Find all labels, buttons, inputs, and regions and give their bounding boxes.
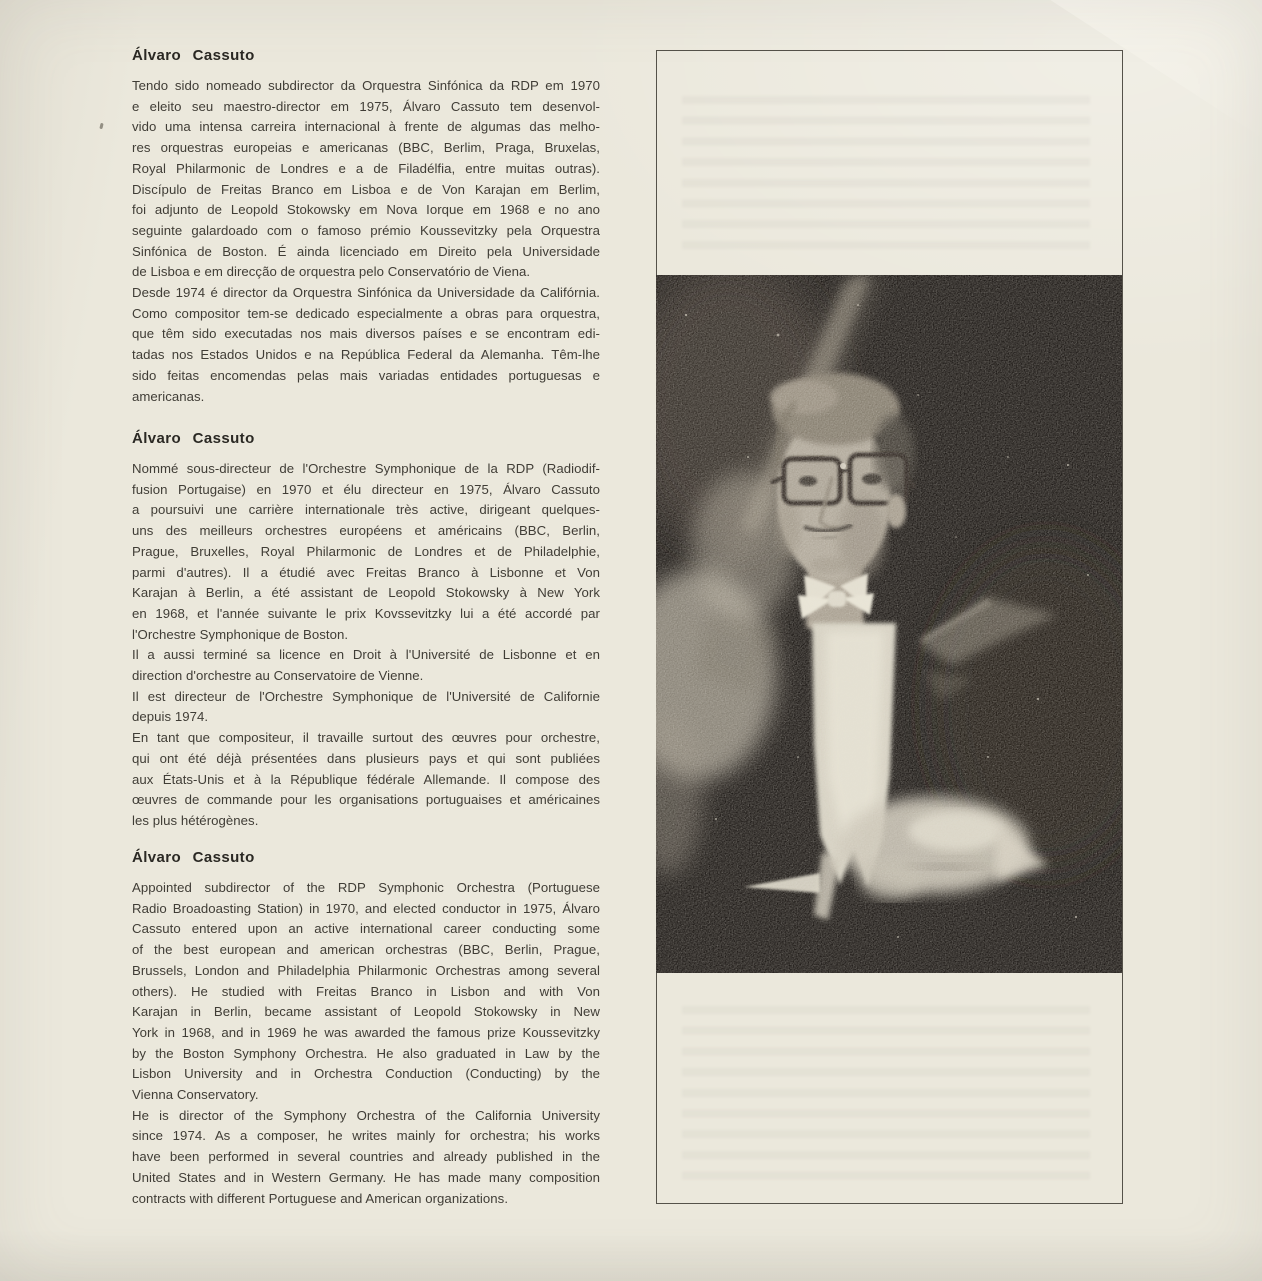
bio-section-french: [132, 429, 600, 832]
text-line: United States and in Western Germany. He has made many composition: [132, 1169, 600, 1185]
text-line: tadas nos Estados Unidos e na República Federal da Alemanha. Têm-lhe: [132, 347, 600, 363]
section-heading-english: Álvaro Cassuto: [132, 849, 255, 866]
text-line: Il a aussi terminé sa licence en Droit à l'Université de Lisbonne et en: [132, 647, 600, 663]
text-line: Karajan in Berlin, became assistant of Leopold Stokowsky in New: [132, 1004, 600, 1020]
section-body-portuguese: [132, 76, 600, 407]
text-line: depuis 1974.: [132, 709, 209, 725]
text-line: foi adjunto de Leopold Stokowsky em Nova Iorque em 1968 e no ano: [132, 202, 600, 218]
text-line: York in 1968, and in 1969 he was awarded the famous prize Koussevitzky: [132, 1024, 600, 1040]
text-line: Appointed subdirector of the RDP Symphonic Orchestra (Portuguese: [132, 880, 600, 895]
conductor-photo-art: [656, 275, 1122, 973]
text-line: by the Boston Symphony Orchestra. He also graduated in Law by the: [132, 1045, 600, 1061]
text-line: direction d'orchestre au Conservatoire de Vienne.: [132, 668, 424, 684]
text-line: Il est directeur de l'Orchestre Symphonique de l'Université de Californie: [132, 688, 600, 704]
text-line: sido feitas encomendas pelas mais variadas entidades portuguesas e: [132, 367, 600, 383]
text-line: contracts with different Portuguese and American organizations.: [132, 1190, 509, 1206]
text-line: res orquestras europeias e americanas (BBC, Berlim, Praga, Bruxelas,: [132, 140, 600, 156]
section-heading-french: Álvaro Cassuto: [132, 430, 255, 447]
text-line: uns des meilleurs orchestres européens et américains (BBC, Berlin,: [132, 523, 600, 539]
text-line: qui ont été déjà présentées dans plusieurs pays et qui sont publiées: [132, 750, 600, 766]
text-line: l'Orchestre Symphonique de Boston.: [132, 626, 349, 642]
text-line: seguinte galardoado com o famoso prémio Koussevitzky pela Orquestra: [132, 222, 600, 238]
text-line: Vienna Conservatory.: [132, 1087, 259, 1103]
text-line: parmi d'autres). Il a étudié avec Freitas Branco à Lisbonne et Von: [132, 564, 600, 580]
text-line: Karajan à Berlin, a été assistant de Leopold Stokowsky à New York: [132, 585, 600, 601]
conductor-photo: [656, 275, 1122, 973]
text-line: e eleito seu maestro-director em 1975, Álvaro Cassuto tem desenvol-: [132, 98, 600, 114]
text-line: En tant que compositeur, il travaille surtout des œuvres pour orchestre,: [132, 730, 600, 746]
section-heading-portuguese: Álvaro Cassuto: [132, 47, 255, 64]
text-line: œuvres de commande pour les organisations portuguaises et américaines: [132, 792, 600, 808]
text-line: vido uma intensa carreira internacional à frente de algumas das melho-: [132, 119, 600, 135]
text-line: que têm sido executadas nos mais diversos países e se encontram edi-: [132, 326, 600, 342]
text-line: Prague, Bruxelles, Royal Philarmonic de Londres et de Philadelphie,: [132, 543, 600, 559]
text-line: Sinfónica de Boston. É ainda licenciado em Direito pela Universidade: [132, 243, 600, 259]
text-line: Como compositor tem-se dedicado especialmente a obras para orquestra,: [132, 305, 600, 321]
text-line: a poursuivi une carrière internationale très active, dirigeant quelques-: [132, 502, 600, 518]
text-line: of the best european and american orchestras (BBC, Berlin, Prague,: [132, 942, 600, 958]
bio-section-portuguese: [132, 46, 600, 407]
text-line: Brussels, London and Philadelphia Philarmonic Orchestras among several: [132, 962, 600, 978]
bio-section-english: [132, 848, 600, 1209]
text-line: Desde 1974 é director da Orquestra Sinfónica da Universidade da Califórnia.: [132, 285, 600, 301]
text-line: Discípulo de Freitas Branco em Lisboa e de Von Karajan em Berlim,: [132, 181, 600, 197]
text-line: Tendo sido nomeado subdirector da Orquestra Sinfónica da RDP em 1970: [132, 78, 600, 93]
text-line: others). He studied with Freitas Branco in Lisbon and with Von: [132, 983, 600, 999]
section-body-english: [132, 878, 600, 1209]
section-body-french: [132, 459, 600, 832]
text-line: aux États-Unis et à la République fédérale Allemande. Il compose des: [132, 771, 600, 787]
text-line: since 1974. As a composer, he writes mainly for orchestra; his works: [132, 1128, 600, 1144]
text-line: He is director of the Symphony Orchestra of the California University: [132, 1107, 600, 1123]
text-line: Lisbon University and in Orchestra Conduction (Conducting) by the: [132, 1066, 600, 1082]
text-line: de Lisboa e em direcção de orquestra pelo Conservatório de Viena.: [132, 264, 531, 280]
text-line: Royal Philarmonic de Londres e a de Filadélfia, entre muitas outras).: [132, 160, 600, 176]
text-line: les plus hétérogènes.: [132, 812, 259, 828]
text-line: Cassuto entered upon an active international career conducting some: [132, 921, 600, 937]
text-line: Nommé sous-directeur de l'Orchestre Symphonique de la RDP (Radiodif-: [132, 461, 600, 476]
text-line: fusion Portugaise) en 1970 et élu directeur en 1975, Álvaro Cassuto: [132, 481, 600, 497]
scan-speck: [99, 123, 103, 130]
text-line: en 1968, et l'année suivante le prix Kovssevitzky lui a été accordé par: [132, 605, 600, 621]
text-line: have been performed in several countries and already published in the: [132, 1149, 600, 1165]
text-line: americanas.: [132, 388, 205, 404]
text-line: Radio Broadoasting Station) in 1970, and elected conductor in 1975, Álvaro: [132, 900, 600, 916]
